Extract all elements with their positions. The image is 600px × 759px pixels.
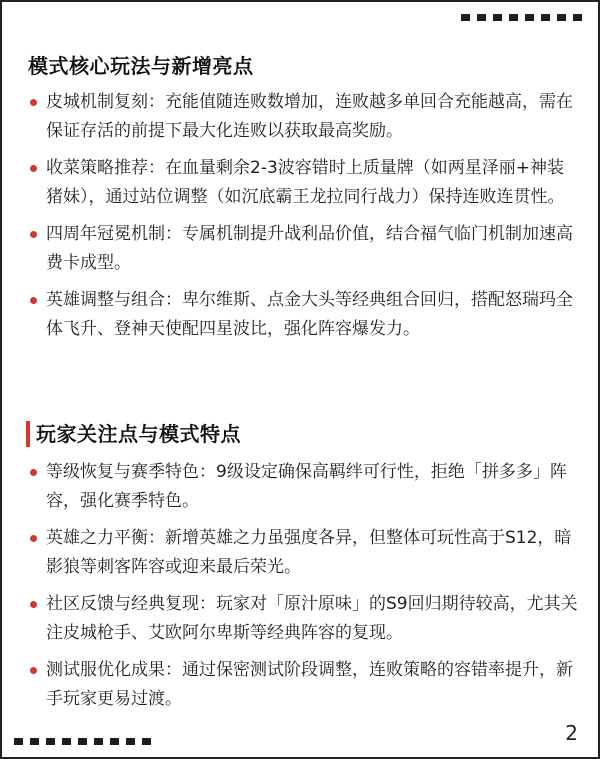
core-gameplay-list [26, 88, 578, 352]
list-item [26, 656, 578, 714]
list-item [26, 286, 578, 344]
list-item [26, 458, 578, 516]
list-item [26, 590, 578, 648]
bullet-icon [30, 297, 37, 304]
section-title-core-gameplay: 模式核心玩法与新增亮点 [28, 54, 254, 78]
list-item [26, 88, 578, 146]
list-item [26, 154, 578, 212]
list-item-text: 英雄调整与组合：卑尔维斯、点金大头等经典组合回归，搭配怒瑞玛全体飞升、登神天使配四星波比，强化阵容爆发力。 [46, 290, 573, 339]
list-item-text: 社区反馈与经典复现：玩家对「原汁原味」的S9回归期待较高，尤其关注皮城枪手、艾欧阿尔卑斯等经典阵容的复现。 [46, 594, 578, 643]
bullet-icon [30, 165, 37, 172]
list-item-text: 四周年冠冕机制：专属机制提升战利品价值，结合福气临门机制加速高费卡成型。 [46, 224, 573, 273]
bullet-icon [30, 667, 37, 674]
player-focus-list [26, 458, 578, 722]
bullet-icon [30, 601, 37, 608]
section-title-player-focus: 玩家关注点与模式特点 [36, 422, 241, 446]
page-number: 2 [565, 721, 578, 745]
list-item-text: 英雄之力平衡：新增英雄之力虽强度各异，但整体可玩性高于S12，暗影狼等刺客阵容或迎来最后荣光。 [46, 528, 572, 577]
list-item-text: 测试服优化成果：通过保密测试阶段调整，连败策略的容错率提升，新手玩家更易过渡。 [46, 660, 573, 709]
section-title-accent-bar [26, 421, 30, 447]
bullet-icon [30, 99, 37, 106]
top-dash-decoration [461, 14, 582, 21]
bottom-dash-decoration [14, 738, 151, 745]
list-item-text: 等级恢复与赛季特色：9级设定确保高羁绊可行性，拒绝「拼多多」阵容，强化赛季特色。 [46, 462, 567, 511]
list-item-text: 收菜策略推荐：在血量剩余2-3波容错时上质量牌（如两星泽丽+神装猪妹），通过站位调整（如沉底霸王龙拉同行战力）保持连败连贯性。 [46, 158, 565, 207]
list-item-text: 皮城机制复刻：充能值随连败数增加，连败越多单回合充能越高，需在保证存活的前提下最大化连败以获取最高奖励。 [46, 92, 573, 141]
bullet-icon [30, 231, 37, 238]
list-item [26, 524, 578, 582]
bullet-icon [30, 535, 37, 542]
list-item [26, 220, 578, 278]
bullet-icon [30, 469, 37, 476]
